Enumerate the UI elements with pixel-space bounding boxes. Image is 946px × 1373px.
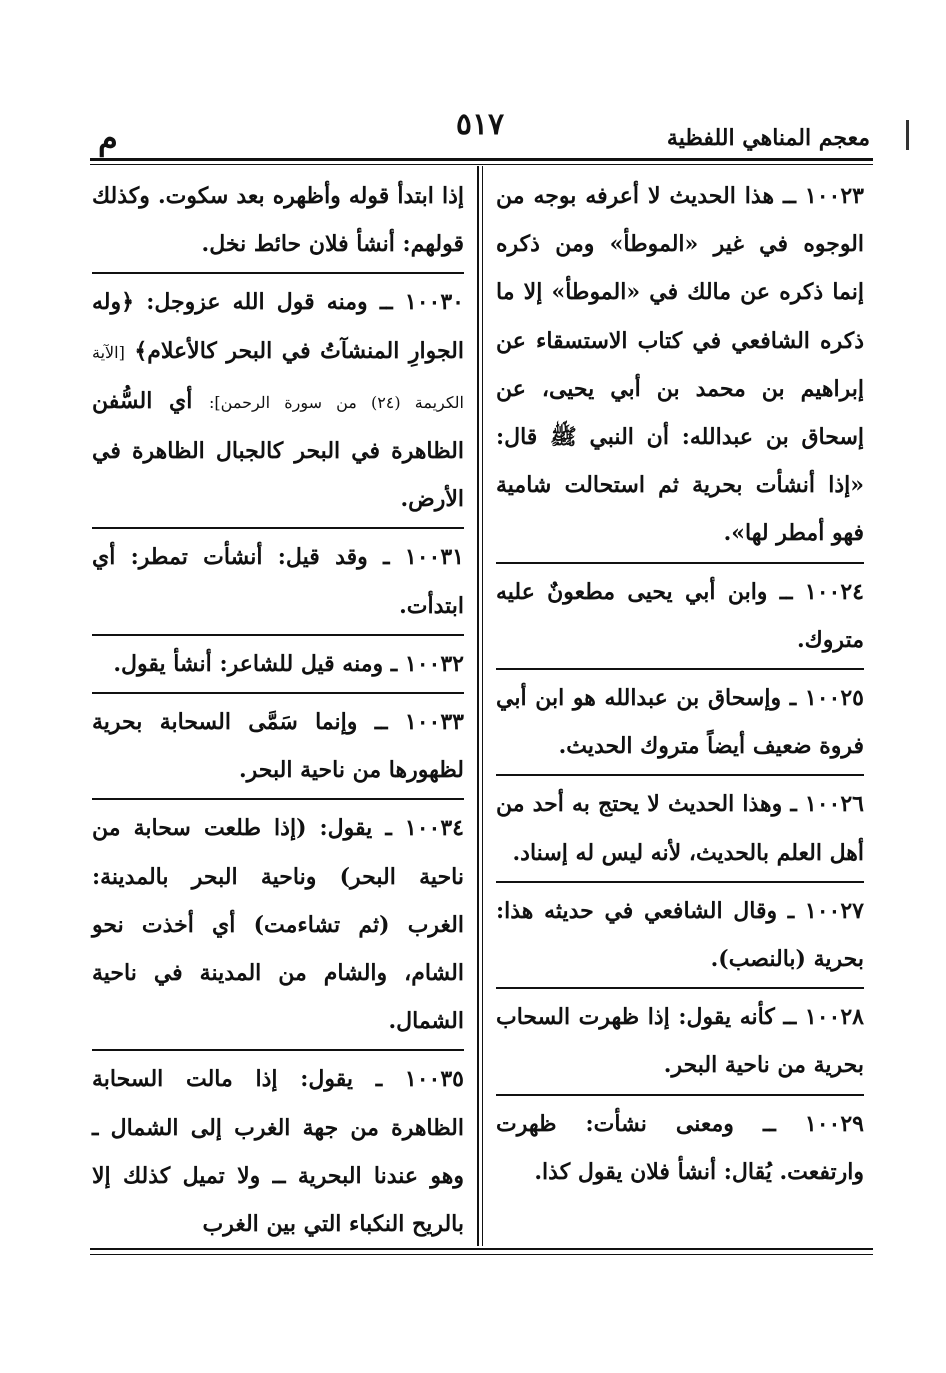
entry-10023: ١٠٠٢٣ ــ هذا الحديث لا أعرفه بوجه من الوجوه في غير «الموطأ» ومن ذكره إنما ذكره عن مالك في «الموطأ» إلا ما ذكره الشافعي في كتاب الاستسقاء عن إبراهيم بن محمد بن أبي يحيى، عن إسحاق بن عبدالله: أن النبي ﷺ قال: «إذا أنشأت بحرية ثم استحالت شامية فهو أمطر لها». [496,183,864,547]
running-title: معجم المناهي اللفظية [666,125,870,151]
entry-10027: ١٠٠٢٧ ـ وقال الشافعي في حديثه هذا: بحرية (بالنصب). [496,881,864,983]
section-letter: م [98,119,118,157]
entry-10029: ١٠٠٢٩ ــ ومعنى نشأت: ظهرت وارتفعت. يُقال: أنشأ فلان يقول كذا. [496,1094,864,1196]
page-header [90,105,870,155]
entry-10025: ١٠٠٢٥ ـ وإسحاق بن عبدالله هو ابن أبي فروة ضعيف أيضاً متروك الحديث. [496,668,864,770]
entry-10028: ١٠٠٢٨ ــ كأنه يقول: إذا ظهرت السحاب بحرية من ناحية البحر. [496,987,864,1089]
entry-10033: ١٠٠٣٣ ــ وإنما سَمَّى السحابة بحرية لظهورها من ناحية البحر. [92,692,464,794]
entry-10031: ١٠٠٣١ ـ وقد قيل: أنشأت تمطر: أي ابتدأت. [92,527,464,629]
right-column [496,172,864,1196]
entry-continuation: إذا ابتدأ قوله وأظهره بعد سكوت. وكذلك قولهم: أنشأ فلان حائط نخل. [92,183,464,258]
entry-10030-gloss: أي السُّفن الظاهرة في البحر كالجبال الظاهرة في الأرض. [92,387,464,513]
entry-10030 [92,272,464,523]
scan-edge-mark [906,120,909,150]
footer-rule [90,1248,873,1250]
entry-10035: ١٠٠٣٥ ـ يقول: إذا مالت السحابة الظاهرة من جهة الغرب إلى الشمال ـ وهو عندنا البحرية ــ ولا تميل كذلك إلا بالريح النكباء التي بين الغرب [92,1049,464,1248]
header-rule-thin [90,164,873,165]
entry-10034: ١٠٠٣٤ ـ يقول: (إذا طلعت سحابة من ناحية البحر) وناحية البحر بالمدينة: الغرب (ثم تشاءمت) أي أخذت نحو الشام، والشام من المدينة في ناحية الشمال. [92,798,464,1045]
left-column [92,172,464,1248]
entry-10030-text: ١٠٠٣٠ ــ ومنه قول الله عزوجل: ﴿وله الجوارِ المنشآتُ في البحر كالأعلام﴾ [92,289,464,364]
entry-10032: ١٠٠٣٢ ـ ومنه قيل للشاعر: أنشأ يقول. [92,634,464,688]
entry-10024: ١٠٠٢٤ ــ وابن أبي يحيى مطعونٌ عليه متروك. [496,562,864,664]
entry-10026: ١٠٠٢٦ ـ وهذا الحديث لا يحتج به أحد من أهل العلم بالحديث، لأنه ليس له إسناد. [496,774,864,876]
column-divider [477,166,479,1246]
column-divider-thin [482,166,483,1246]
page-number: ٥١٧ [455,107,505,142]
footer-rule-thin [90,1254,873,1255]
quran-reference-note: [الآية الكريمة (٢٤) من سورة الرحمن]: [92,342,464,412]
header-rule [90,158,873,161]
